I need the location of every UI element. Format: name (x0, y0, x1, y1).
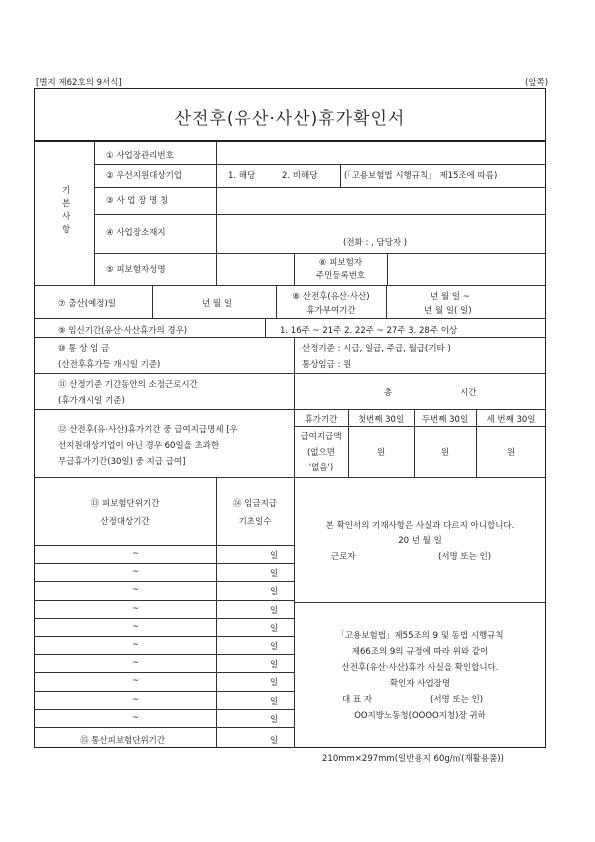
period-row-day: 일 (270, 569, 279, 580)
pay-amount-label-2: (없으면 (307, 448, 335, 458)
periods-col1-label-2: 산정대상기간 (100, 517, 150, 527)
addressee: OO지방노동청(OOOO지청)장 귀하 (354, 711, 486, 721)
workplace-addr-label: ④ 사업장소재지 (106, 228, 166, 238)
period-row-day: 일 (270, 623, 279, 634)
pay-amount-label-3: '없음') (308, 463, 334, 473)
birth-date-label: ⑦ 출산(예정)일 (58, 299, 117, 309)
pay-won-3: 원 (506, 448, 516, 458)
pay-col-2: 두번째 30일 (421, 415, 469, 425)
worker-sign: (서명 또는 인) (438, 552, 492, 562)
period-row-tilde: ~ (132, 549, 140, 559)
hours-total: 총 (384, 388, 393, 398)
paper-spec: 210mm×297mm(일반용지 60g/㎡(재활용품)) (322, 754, 504, 764)
worker-label: 근로자 (331, 552, 356, 562)
hours-label-2: (휴가개시일 기준) (58, 396, 125, 406)
representative-label: 대 표 자 (342, 695, 373, 705)
insured-name-label: ⑤ 피보험자성명 (106, 265, 166, 275)
wage-basis: 산정기준 : 시급, 일급, 주급, 월급(기타 ) (302, 344, 451, 354)
pregnancy-options[interactable]: 1. 16주 ~ 21주 2. 22주 ~ 27주 3. 28주 이상 (280, 326, 458, 336)
period-row-tilde: ~ (132, 603, 140, 614)
period-row-tilde: ~ (132, 567, 140, 578)
period-row-tilde: ~ (132, 658, 140, 669)
page-side: (앞쪽) (525, 78, 549, 88)
birth-date-ymd: 년 월 일 (202, 299, 233, 309)
periods-col2-label-1: ⑭ 임금지급 (232, 499, 278, 509)
option-no[interactable]: 2. 비해당 (282, 171, 318, 181)
hours-label-1: ⑪ 산정기준 기간동안의 소정근로시간 (58, 380, 198, 390)
basic-side-label: 기 본 사 항 (62, 186, 71, 235)
official-line-4: 확인자 사업장명 (389, 679, 451, 689)
representative-sign: (서명 또는 인) (430, 695, 484, 705)
official-line-1: 「고용보험법」제55조의 9 및 동법 시행규칙 (336, 631, 504, 641)
period-row-day: 일 (270, 587, 279, 598)
leave-period-2: 년 월 일( 일) (424, 306, 472, 316)
period-row-tilde: ~ (132, 694, 140, 705)
period-row-day: 일 (270, 660, 279, 671)
confirm-statement: 본 확인서의 기재사항은 사실과 다르지 아니합니다. (325, 521, 515, 531)
leave-period-label-2: 휴가부여기간 (306, 306, 356, 316)
period-row-day: 일 (270, 696, 279, 707)
pay-text-3: 무급휴가기간(30일) 중 지급 급여] (58, 457, 186, 467)
total-period-label: ⑮ 통산피보험단위기간 (80, 736, 166, 746)
period-row-day: 일 (270, 714, 279, 725)
law-reference: (「고용보험법 시행규칙」 제15조에 따름) (344, 171, 498, 181)
pay-text-2: 선지원대상기업이 아닌 경우 60일을 초과한 (58, 441, 220, 451)
leave-period-label-1: ⑧ 산전후(유산·사산) (292, 292, 370, 302)
confirm-date: 20 년 월 일 (398, 536, 442, 546)
period-row-day: 일 (270, 678, 279, 689)
phone-line: (전화 : , 담당자 ) (343, 238, 408, 248)
workplace-name-label: ③ 사 업 장 명 칭 (106, 196, 169, 206)
period-row-tilde: ~ (132, 712, 140, 723)
pregnancy-label: ⑨ 임신기간(유산·사산휴가의 경우) (58, 326, 188, 336)
period-row-day: 일 (270, 642, 279, 652)
period-row-tilde: ~ (132, 621, 140, 632)
option-yes[interactable]: 1. 해당 (228, 171, 256, 181)
pay-col-3: 세 번째 30일 (486, 415, 536, 425)
wage-sub-label: (산전후휴가등 개시일 기준) (58, 360, 161, 370)
periods-col2-label-2: 기초일수 (238, 517, 272, 527)
wage-label: ⑩ 통 상 임 금 (58, 344, 110, 354)
official-line-2: 제66조의 9의 규정에 따라 위와 같이 (351, 647, 489, 657)
priority-support-label: ② 우선지원대상기업 (106, 171, 183, 181)
form-number: [별지 제62호의 9서식] (36, 78, 122, 88)
pay-col-period: 휴가기간 (304, 415, 338, 425)
total-period-day: 일 (270, 736, 279, 746)
period-row-tilde: ~ (132, 676, 140, 687)
workplace-no-label: ① 사업장관리번호 (106, 151, 174, 161)
leave-period-1: 년 월 일 ~ (430, 292, 470, 302)
period-row-day: 일 (270, 605, 279, 616)
pay-amount-label-1: 급여지급액 (300, 432, 342, 442)
period-row-day: 일 (270, 551, 279, 561)
insured-id-label-1: ⑥ 피보험자 (318, 258, 363, 268)
form-title: 산전후(유산·사산)휴가확인서 (174, 109, 406, 129)
insured-id-label-2: 주민등록번호 (315, 271, 366, 281)
period-row-tilde: ~ (132, 585, 140, 596)
pay-text-1: ⑫ 산전후(유·사산)휴가기간 중 급여지급명세 [우 (58, 425, 238, 435)
period-row-tilde: ~ (132, 640, 140, 650)
wage-amount: 통상임금 : 원 (302, 360, 352, 370)
hours-unit: 시간 (460, 388, 477, 398)
pay-won-1: 원 (376, 448, 386, 458)
pay-col-1: 첫번째 30일 (357, 415, 405, 425)
periods-col1-label-1: ⑬ 피보험단위기간 (90, 499, 160, 509)
official-line-3: 산전후(유산·사산)휴가 사실을 확인합니다. (341, 663, 499, 673)
pay-won-2: 원 (440, 448, 450, 458)
